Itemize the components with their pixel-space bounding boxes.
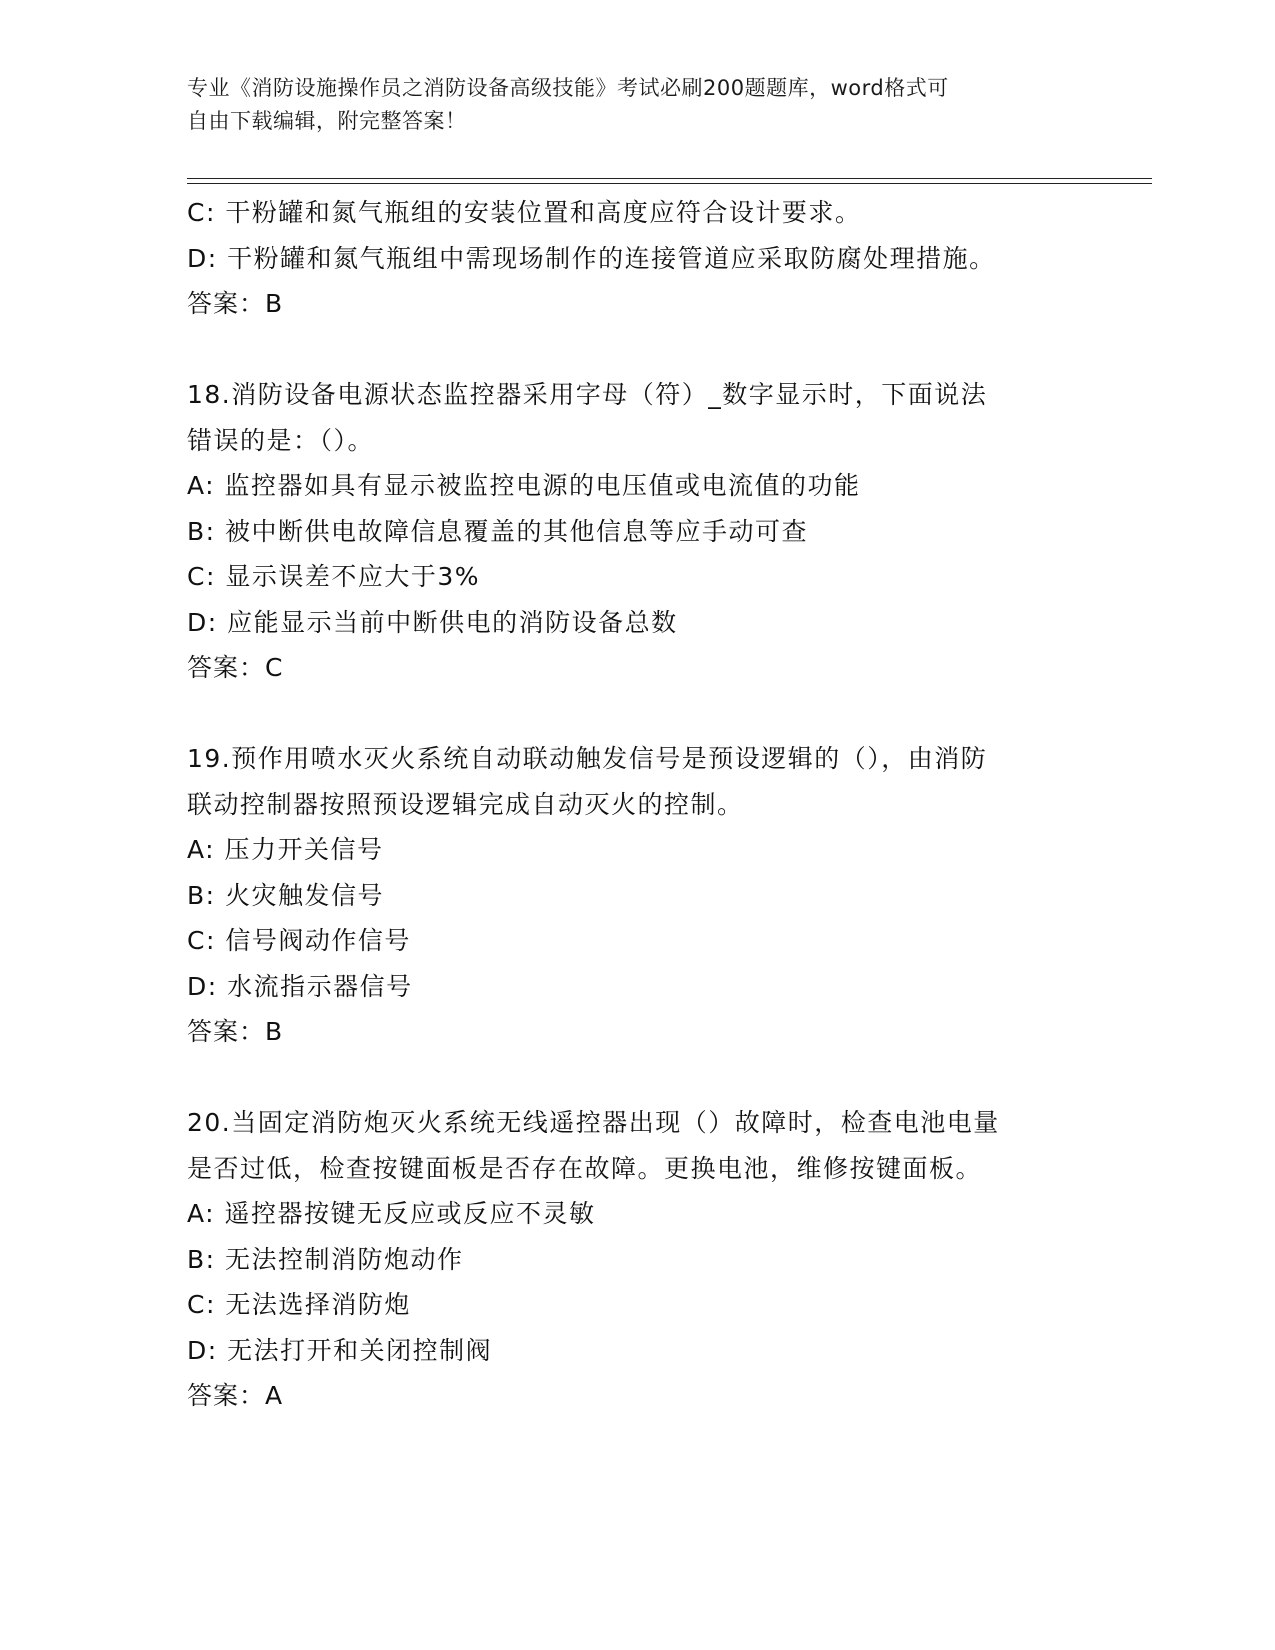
header-divider-top (187, 178, 1152, 179)
option-a: A: 遥控器按键无反应或反应不灵敏 (187, 1199, 596, 1228)
option-b: B: 被中断供电故障信息覆盖的其他信息等应手动可查 (187, 516, 809, 546)
option-d: D: 干粉罐和氮气瓶组中需现场制作的连接管道应采取防腐处理措施。 (187, 243, 996, 273)
question-stem-line-2: 错误的是：（）。 (187, 425, 375, 455)
page-header (187, 72, 1067, 138)
question-stem-line-2: 联动控制器按照预设逻辑完成自动灭火的控制。 (187, 789, 744, 819)
header-title-line-2: 自由下载编辑，附完整答案！ (187, 109, 467, 133)
question-18 (187, 372, 1087, 691)
answer-line: 答案：B (187, 289, 284, 318)
option-a: A: 监控器如具有显示被监控电源的电压值或电流值的功能 (187, 471, 861, 500)
question-stem-line-1: 18.消防设备电源状态监控器采用字母（符）_数字显示时，下面说法 (187, 380, 988, 409)
answer-line: 答案：A (187, 1381, 284, 1410)
option-d: D: 应能显示当前中断供电的消防设备总数 (187, 607, 678, 637)
header-title-line-1: 专业《消防设施操作员之消防设备高级技能》考试必刷200题题库，word格式可 (187, 76, 949, 100)
option-c: C: 干粉罐和氮气瓶组的安装位置和高度应符合设计要求。 (187, 198, 862, 227)
option-c: C: 无法选择消防炮 (187, 1290, 411, 1319)
question-stem-line-2: 是否过低，检查按键面板是否存在故障。更换电池，维修按键面板。 (187, 1153, 983, 1183)
option-d: D: 无法打开和关闭控制阀 (187, 1335, 493, 1365)
answer-line: 答案：C (187, 653, 284, 682)
option-b: B: 火灾触发信号 (187, 880, 385, 910)
option-a: A: 压力开关信号 (187, 835, 384, 864)
question-stem-line-1: 19.预作用喷水灭火系统自动联动触发信号是预设逻辑的（），由消防 (187, 744, 988, 773)
option-b: B: 无法控制消防炮动作 (187, 1244, 464, 1274)
question-spacer (187, 691, 1087, 737)
option-d: D: 水流指示器信号 (187, 971, 413, 1001)
answer-line: 答案：B (187, 1017, 284, 1046)
header-divider-bottom (187, 183, 1152, 184)
question-stem-line-1: 20.当固定消防炮灭火系统无线遥控器出现（）故障时，检查电池电量 (187, 1108, 1000, 1137)
question-17-continued (187, 190, 1087, 327)
option-c: C: 信号阀动作信号 (187, 926, 411, 955)
question-19 (187, 736, 1087, 1055)
question-spacer (187, 327, 1087, 373)
question-spacer (187, 1055, 1087, 1101)
option-c: C: 显示误差不应大于3% (187, 562, 480, 591)
question-20 (187, 1100, 1087, 1419)
question-list (187, 190, 1087, 1419)
